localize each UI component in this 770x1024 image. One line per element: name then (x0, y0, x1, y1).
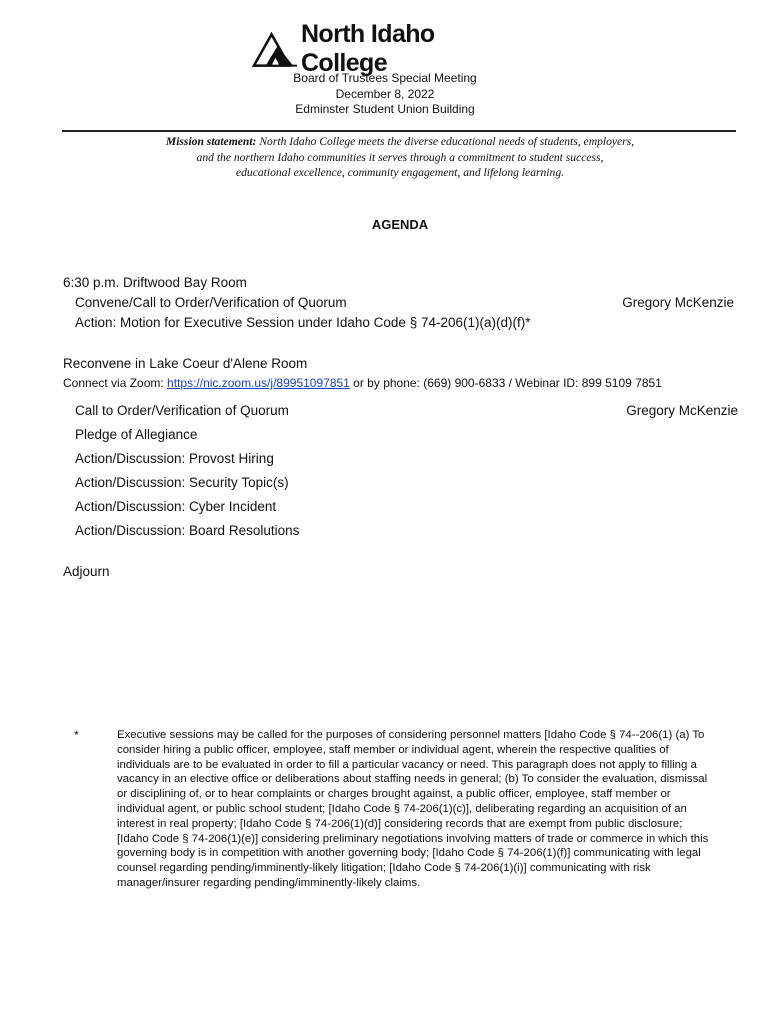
meeting-date: December 8, 2022 (335, 86, 435, 101)
session2-heading: Reconvene in Lake Coeur d'Alene Room (63, 356, 308, 371)
adjourn: Adjourn (63, 564, 110, 579)
session1-item: Convene/Call to Order/Verification of Quorum (75, 295, 347, 310)
agenda-item: Pledge of Allegiance (75, 427, 198, 442)
zoom-prefix: Connect via Zoom: (63, 376, 168, 390)
mission-text-1: North Idaho College meets the diverse educational needs of students, employers, (259, 135, 635, 148)
mission-statement (100, 134, 700, 181)
mission-text-2: and the northern Idaho communities it serves through a commitment to student success, (196, 150, 604, 164)
meeting-header (0, 71, 770, 118)
session1-time-room: 6:30 p.m. Driftwood Bay Room (63, 275, 247, 290)
zoom-info (63, 376, 662, 390)
zoom-link[interactable]: https://nic.zoom.us/j/89951097851 (167, 376, 350, 390)
meeting-title: Board of Trustees Special Meeting (293, 71, 477, 85)
mission-label: Mission statement: (165, 135, 257, 148)
session1-item: Action: Motion for Executive Session under Idaho Code § 74-206(1)(a)(d)(f)* (75, 315, 531, 330)
session2-presenter: Gregory McKenzie (626, 403, 738, 418)
mission-text-3: educational excellence, community engagement, and lifelong learning. (235, 166, 565, 179)
agenda-item: Action/Discussion: Cyber Incident (75, 499, 277, 514)
footnote-marker: * (74, 728, 79, 742)
header-divider (62, 130, 736, 132)
agenda-item: Call to Order/Verification of Quorum (75, 403, 289, 418)
college-name: North Idaho College (300, 20, 435, 77)
agenda-item: Action/Discussion: Security Topic(s) (75, 475, 289, 490)
session1-presenter: Gregory McKenzie (622, 295, 734, 310)
agenda-title: AGENDA (371, 217, 429, 232)
agenda-item: Action/Discussion: Board Resolutions (75, 523, 300, 538)
mountain-icon (252, 30, 299, 68)
agenda-item: Action/Discussion: Provost Hiring (75, 451, 274, 466)
footnote-text: Executive sessions may be called for the purposes of considering personnel matters [Idaho Code § 74--206(1) (a) To consider hiring a public officer, employee, staff member or individual agent, wherein the respective qualities of individuals are to be evaluated in order to fill a particular vacancy or need. This paragraph does not apply to filling a vacancy in an elective office or deliberations about staffing needs in general; (b) To consider the evaluation, dismissal or disciplining of, or to hear complaints or charges brought against, a public officer, employee, staff member or individual agent, or public school student; [Idaho Code § 74-206(1)(c)], deliberating regarding an acquisition of an interest in real property; [Idaho Code § 74-206(1)(d)] considering records that are exempt from public disclosure; [Idaho Code § 74-206(1)(e)] considering preliminary negotiations involving matters of trade or commerce in which this governing body is in competition with another governing body; [Idaho Code § 74-206(1)(f)] communicating with legal counsel regarding pending/imminently-likely litigation; [Idaho Code § 74-206(1)(i)] communicating with risk manager/insurer regarding pending/imminently-likely claims. (117, 729, 709, 889)
zoom-phone: or by phone: (669) 900-6833 / Webinar ID: 899 5109 7851 (349, 376, 662, 390)
meeting-location: Edminster Student Union Building (295, 102, 475, 116)
college-logo (252, 20, 522, 77)
